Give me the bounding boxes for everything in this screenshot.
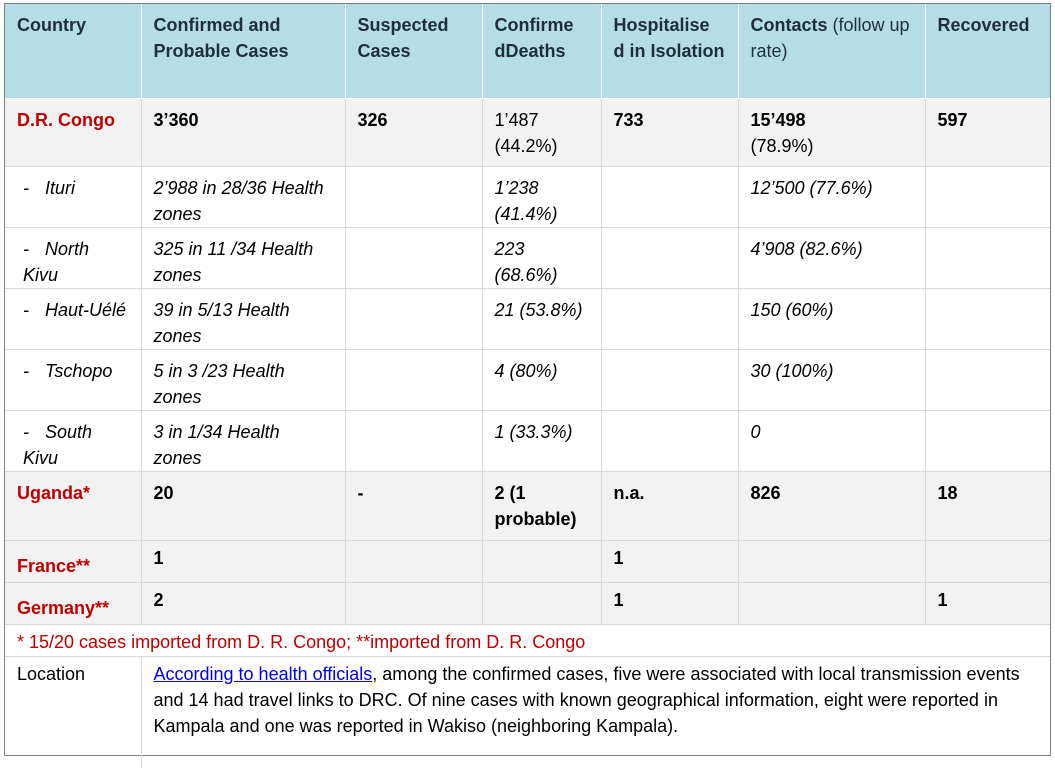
confirmed-cell: 3’360 [141,98,345,166]
deaths-cell: 1’238 (41.4%) [482,166,601,227]
contacts-cell: 826 [738,471,925,540]
deaths-cell: 4 (80%) [482,349,601,410]
deaths-cell [482,582,601,624]
suspected-cell [345,582,482,624]
province-name: - Tschopo [5,349,141,410]
table-row-province [5,349,1050,410]
suspected-cell: - [345,471,482,540]
confirmed-cell: 20 [141,471,345,540]
deaths-cell: 223 (68.6%) [482,227,601,288]
header-contacts [738,4,925,98]
confirmed-cell: 3 in 1/34 Health zones [141,410,345,471]
confirmed-cell: 325 in 11 /34 Health zones [141,227,345,288]
recovered-cell [925,227,1050,288]
recovered-cell [925,166,1050,227]
country-name: France** [5,540,141,582]
recovered-cell: 597 [925,98,1050,166]
confirmed-cell: 1 [141,540,345,582]
deaths-cell [482,98,601,166]
confirmed-cell: 2’988 in 28/36 Health zones [141,166,345,227]
province-name: - North Kivu [5,227,141,288]
suspected-cell [345,410,482,471]
footnote-row [5,624,1050,656]
deaths-cell: 1 (33.3%) [482,410,601,471]
table-row-province [5,166,1050,227]
recovered-cell [925,410,1050,471]
location-text [141,656,1050,768]
recovered-cell [925,349,1050,410]
suspected-cell [345,166,482,227]
deaths-cell: 21 (53.8%) [482,288,601,349]
table-row-province [5,288,1050,349]
ebola-situation-table [4,3,1051,756]
header-contacts-label: Contacts [750,15,828,35]
location-label: Location [5,656,141,768]
hospitalised-cell [601,410,738,471]
deaths-cell [482,540,601,582]
recovered-cell: 1 [925,582,1050,624]
recovered-cell [925,540,1050,582]
recovered-cell: 18 [925,471,1050,540]
country-name: Germany** [5,582,141,624]
province-label: Ituri [45,177,76,198]
table-row-province [5,227,1050,288]
contacts-value: 15’498 [750,109,806,130]
contacts-cell [738,582,925,624]
header-confirmed: Confirmed and Probable Cases [141,4,345,98]
hospitalised-cell: 1 [601,582,738,624]
header-country: Country [5,4,141,98]
suspected-cell [345,288,482,349]
health-officials-link[interactable]: According to health officials [153,663,373,684]
cases-table [5,4,1050,768]
province-name: - Ituri [5,166,141,227]
contacts-cell [738,98,925,166]
province-name: - Haut-Uélé [5,288,141,349]
contacts-cell: 0 [738,410,925,471]
deaths-cell: 2 (1 probable) [482,471,601,540]
header-row [5,4,1050,98]
header-recovered: Recovered [925,4,1050,98]
deaths-pct: (44.2%) [494,135,558,156]
contacts-pct: (78.9%) [750,135,814,156]
confirmed-cell: 2 [141,582,345,624]
location-body: , among the confirmed cases, five were associated with local transmission events and 14 had travel links to DRC. Of nine cases with known geographical information, eight were reported in Kampala and one was reported in Wakiso (neighboring Kampala). [153,663,1020,736]
hospitalised-cell: 733 [601,98,738,166]
country-name: Uganda* [5,471,141,540]
header-deaths: Confirme dDeaths [482,4,601,98]
confirmed-cell: 5 in 3 /23 Health zones [141,349,345,410]
suspected-cell [345,349,482,410]
hospitalised-cell [601,349,738,410]
hospitalised-cell [601,227,738,288]
province-label: South Kivu [23,421,93,468]
confirmed-cell: 39 in 5/13 Health zones [141,288,345,349]
contacts-cell [738,540,925,582]
table-row-france [5,540,1050,582]
deaths-value: 1’487 [494,109,539,130]
suspected-cell [345,227,482,288]
province-name: - South Kivu [5,410,141,471]
hospitalised-cell [601,166,738,227]
hospitalised-cell: n.a. [601,471,738,540]
table-row-province [5,410,1050,471]
contacts-cell: 4’908 (82.6%) [738,227,925,288]
contacts-cell: 150 (60%) [738,288,925,349]
contacts-cell: 12’500 (77.6%) [738,166,925,227]
province-label: North Kivu [23,238,90,285]
location-row [5,656,1050,768]
footnote-text: * 15/20 cases imported from D. R. Congo; **imported from D. R. Congo [5,624,1050,656]
table-row-drc [5,98,1050,166]
header-suspected: Suspected Cases [345,4,482,98]
contacts-cell: 30 (100%) [738,349,925,410]
province-label: Haut-Uélé [45,299,127,320]
header-contacts-note: (follow up rate) [750,15,910,61]
suspected-cell [345,540,482,582]
recovered-cell [925,288,1050,349]
table-row-uganda [5,471,1050,540]
country-name: D.R. Congo [5,98,141,166]
header-hospitalised: Hospitalise d in Isolation [601,4,738,98]
table-row-germany [5,582,1050,624]
hospitalised-cell: 1 [601,540,738,582]
hospitalised-cell [601,288,738,349]
province-label: Tschopo [45,360,113,381]
suspected-cell: 326 [345,98,482,166]
